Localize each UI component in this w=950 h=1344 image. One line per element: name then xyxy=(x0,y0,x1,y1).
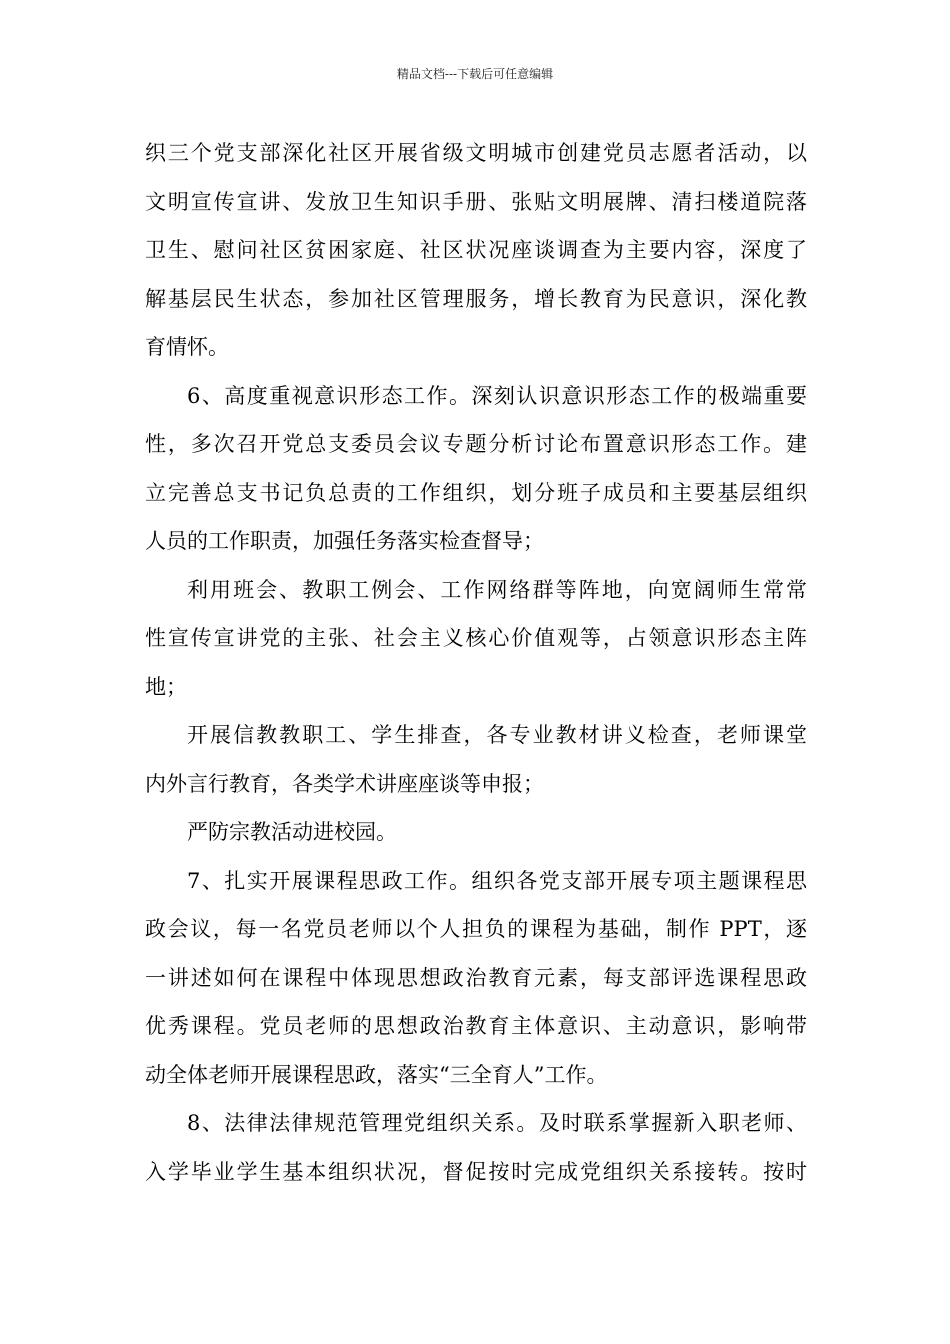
body-text xyxy=(145,129,807,1196)
text-line: 严防宗教活动进校园。 xyxy=(187,820,397,844)
text-line: 优秀课程。党员老师的思想政治教育主体意识、主动意识，影响带 xyxy=(145,1014,807,1038)
text-line: 动全体老师开展课程思政，落实“三全育人”工作。 xyxy=(145,1062,608,1087)
text-line: 内外言行教育，各类学术讲座座谈等申报； xyxy=(145,771,544,796)
text-line: 立完善总支书记负总责的工作组织，划分班子成员和主要基层组织 xyxy=(145,480,807,505)
text-line: 人员的工作职责，加强任务落实检查督导； xyxy=(145,529,544,553)
text-line: 解基层民生状态，参加社区管理服务，增长教育为民意识，深化教 xyxy=(145,286,807,311)
text-line: 入学毕业学生基本组织状况，督促按时完成党组织关系接转。按时 xyxy=(145,1159,807,1184)
page-header: 精品文档---下载后可任意编辑 xyxy=(396,67,554,81)
text-line: 卫生、慰问社区贫困家庭、社区状况座谈调查为主要内容，深度了 xyxy=(145,238,807,262)
text-line: 开展信教教职工、学生排查，各专业教材讲义检查，老师课堂 xyxy=(187,723,807,747)
text-line: 7、扎实开展课程思政工作。组织各党支部开展专项主题课程思 xyxy=(187,868,807,893)
text-line: 政会议，每一名党员老师以个人担负的课程为基础，制作 PPT，逐 xyxy=(145,917,807,941)
text-line: 育情怀。 xyxy=(145,335,229,359)
text-line: 8、法律法律规范管理党组织关系。及时联系掌握新入职老师、 xyxy=(187,1111,807,1135)
text-line: 织三个党支部深化社区开展省级文明城市创建党员志愿者活动，以 xyxy=(145,141,807,165)
text-line: 文明宣传宣讲、发放卫生知识手册、张贴文明展牌、清扫楼道院落 xyxy=(145,189,807,214)
text-line: 6、高度重视意识形态工作。深刻认识意识形态工作的极端重要 xyxy=(187,383,807,408)
text-line: 性宣传宣讲党的主张、社会主义核心价值观等，占领意识形态主阵 xyxy=(145,626,807,650)
text-line: 性，多次召开党总支委员会议专题分析讨论布置意识形态工作。建 xyxy=(145,432,807,456)
text-line: 一讲述如何在课程中体现思想政治教育元素，每支部评选课程思政 xyxy=(145,965,807,990)
text-line: 利用班会、教职工例会、工作网络群等阵地，向宽阔师生常常 xyxy=(187,577,807,602)
text-line: 地； xyxy=(145,674,187,699)
